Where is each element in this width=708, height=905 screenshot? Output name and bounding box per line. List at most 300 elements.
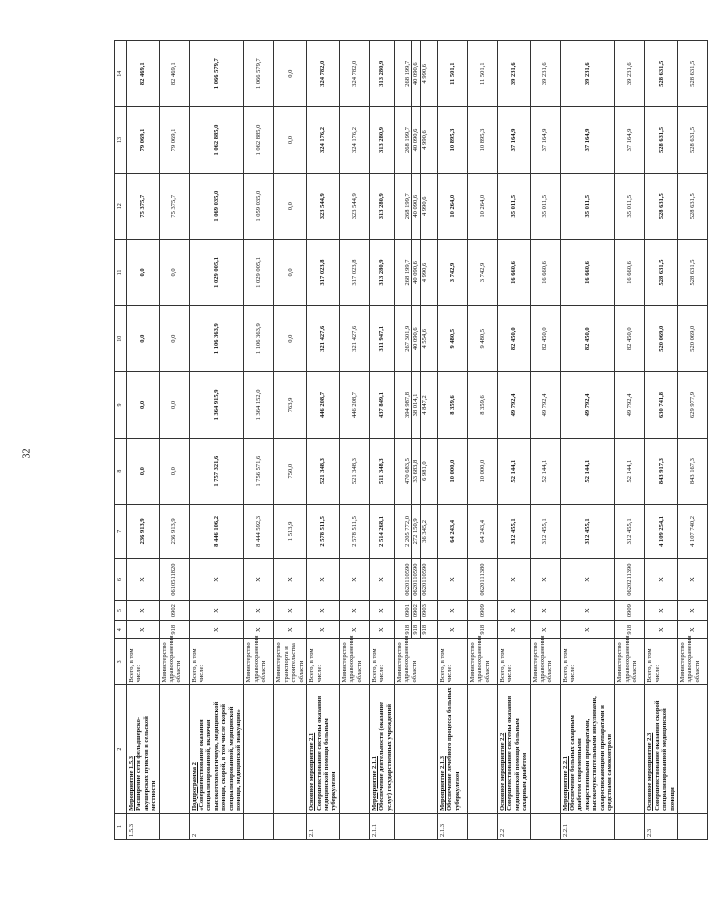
column-number: 4 [115,621,127,639]
table-cell: 1 066 579,7 [189,41,244,107]
table-cell: 324 782,0 [307,41,340,107]
table-cell: 528 631,5 [645,239,678,305]
table-cell [394,504,437,558]
table-cell: 1 066 579,7 [244,41,274,107]
table-cell: 39 231,6 [497,41,530,107]
table-cell: 312 455,1 [615,504,645,558]
table-cell [394,239,437,305]
table-cell: 313 280,9 [369,239,394,305]
table-cell: 52 144,1 [497,438,530,504]
table-cell: Всего, в том числе: [560,639,615,685]
sub-value: 6 981,0 [420,461,428,481]
table-cell: 0,0 [127,306,160,372]
table-cell [394,813,437,839]
table-cell [394,438,437,504]
table-cell: 918 [467,621,497,639]
table-cell: 311 947,1 [369,306,394,372]
table-cell: 446 208,7 [339,372,369,438]
table-cell: 312 455,1 [530,504,560,558]
table-row [307,41,340,840]
table-row [467,41,497,840]
table-cell: X [560,601,615,621]
table-cell: 528 631,5 [645,173,678,239]
sub-value: 40 090,6 [412,306,420,371]
table-cell [159,685,189,813]
table-cell: 1 106 363,9 [189,306,244,372]
table-cell: X [678,558,708,600]
table-cell [339,685,369,813]
table-cell: 317 023,8 [307,239,340,305]
table-cell: 3 742,9 [467,239,497,305]
table-cell: 52 144,1 [615,438,645,504]
table-cell: 1 062 885,0 [189,107,244,173]
table-cell: Всего, в том числе: [127,639,160,685]
table-cell: 0,0 [274,306,307,372]
table-cell: X [560,621,615,639]
table-cell: 0902 [159,601,189,621]
table-cell: X [497,558,530,600]
table-cell: 321 427,6 [307,306,340,372]
sub-value: 470 683,5 [404,439,412,504]
measure-description: Совершенствование системы оказания медицинской помощи больным туберкулезом [315,695,338,811]
table-cell: X [530,601,560,621]
table-cell: 0,0 [274,173,307,239]
table-cell: 236 913,9 [127,504,160,558]
table-cell: Всего, в том числе: [307,639,340,685]
table-cell: X [369,558,394,600]
table-cell: Всего, в том числе: [369,639,394,685]
table-cell: 528 631,5 [678,239,708,305]
table-cell: X [244,601,274,621]
table-cell: 520 069,0 [678,306,708,372]
table-cell: 313 280,9 [369,173,394,239]
sub-value: 4 990,6 [420,63,428,84]
table-cell: 10 264,0 [437,173,467,239]
column-number: 11 [115,239,127,305]
sub-value: 267 301,9 [404,306,412,371]
table-cell: 0,0 [159,306,189,372]
table-cell: 1 069 035,0 [189,173,244,239]
table-cell: 75 375,7 [127,173,160,239]
table-cell: X [274,601,307,621]
column-number-row [115,41,127,840]
table-cell [560,685,615,813]
table-cell: Министерство здравоохранения области [394,639,437,685]
table-body [115,41,708,840]
table-cell: 1 513,9 [274,504,307,558]
table-cell [127,685,160,813]
table-cell: 2.1.3 [437,813,467,839]
table-cell: 0909 [467,601,497,621]
table-cell: Министерство здравоохранения области [678,639,708,685]
column-number: 2 [115,685,127,813]
table-cell: 317 023,8 [339,239,369,305]
table-cell [394,41,437,107]
table-cell: 528 631,5 [678,173,708,239]
table-row [437,41,467,840]
table-cell: 1 364 152,0 [244,372,274,438]
table-row [530,41,560,840]
table-cell: X [437,621,467,639]
measure-description: Обеспечение лечебного процесса больных туберкулезом [446,687,461,811]
table-cell [369,685,394,813]
table-cell: X [530,621,560,639]
table-cell [467,685,497,813]
table-cell: 0,0 [274,41,307,107]
table-cell: X [189,558,244,600]
table-cell: 8 359,6 [437,372,467,438]
table-cell [189,685,244,813]
table-cell: 37 164,9 [530,107,560,173]
column-number: 10 [115,306,127,372]
table-cell: 0,0 [274,239,307,305]
table-cell: 16 660,6 [615,239,645,305]
measure-title: Основное мероприятие 2.2 [498,732,506,811]
table-cell: 10 895,3 [437,107,467,173]
table-cell: X [189,621,244,639]
table-cell: 0620111380 [467,558,497,600]
measure-description: Совершенствование системы оказания медицинской помощи больным сахарным диабетом [506,695,529,811]
measure-title: Мероприятие 2.2.1 [561,756,569,811]
table-cell [394,372,437,438]
table-cell: 0,0 [127,239,160,305]
table-cell: 11 501,1 [437,41,467,107]
table-cell: 324 782,0 [339,41,369,107]
table-cell: 10 000,0 [437,438,467,504]
table-cell: X [369,601,394,621]
table-cell: Министерство здравоохранения области [467,639,497,685]
table-cell [678,685,708,813]
table-cell [394,173,437,239]
table-cell: 323 544,9 [307,173,340,239]
table-cell: X [127,558,160,600]
table-cell: Всего, в том числе: [437,639,467,685]
table-cell: 82 450,0 [530,306,560,372]
table-cell: X [645,601,678,621]
table-cell: X [530,558,560,600]
table-cell: 0,0 [127,438,160,504]
table-cell: 4 109 254,1 [645,504,678,558]
measure-title: Мероприятие 2.1.1 [370,756,378,811]
table-cell: X [339,621,369,639]
sub-value: 4 990,6 [420,196,428,216]
table-cell: 324 176,2 [339,107,369,173]
table-cell: X [369,621,394,639]
table-cell: 39 231,6 [560,41,615,107]
table-cell: Министерство транспорта и строительства области [274,639,307,685]
table-cell: 82 450,0 [615,306,645,372]
table-cell: 79 069,1 [159,107,189,173]
table-cell: 16 660,6 [530,239,560,305]
table-cell: 2 [189,813,244,839]
table-cell: 321 427,6 [339,306,369,372]
table-cell: 1 059 035,0 [244,173,274,239]
table-cell: 4 107 740,2 [678,504,708,558]
sub-value: 4 990,6 [420,130,428,150]
table-cell [467,813,497,839]
table-cell: 16 660,6 [497,239,530,305]
table-cell [394,107,437,173]
table-cell: X [437,558,467,600]
table-cell: 0620211390 [615,558,645,600]
table-cell: 82 450,0 [560,306,615,372]
measure-description: Обеспечение деятельности (оказание услуг) государственных учреждений [378,701,393,811]
table-cell [307,685,340,813]
table-cell: 1 757 321,6 [189,438,244,504]
table-cell: 64 243,4 [437,504,467,558]
table-cell [244,685,274,813]
table-cell: 843 167,3 [678,438,708,504]
table-row [127,41,160,840]
table-cell [615,813,645,839]
table-cell: X [678,621,708,639]
table-cell: 521 348,3 [307,438,340,504]
table-cell: 37 164,9 [497,107,530,173]
table-row [645,41,678,840]
column-number: 12 [115,173,127,239]
sub-value: 918 [412,621,420,638]
table-cell [497,685,530,813]
column-number: 13 [115,107,127,173]
table-cell: X [244,558,274,600]
table-cell: 1.5.3 [127,813,160,839]
table-cell: X [307,558,340,600]
table-cell [274,813,307,839]
measure-title: Основное мероприятие 2.1 [308,732,316,811]
table-cell: X [339,601,369,621]
table-row [678,41,708,840]
table-cell: 511 348,3 [369,438,394,504]
table-cell: 49 792,4 [615,372,645,438]
table-cell: 49 792,4 [497,372,530,438]
sub-value: 268 199,7 [404,41,412,106]
column-number: 1 [115,813,127,839]
table-cell: X [678,601,708,621]
table-cell [530,813,560,839]
table-row [394,41,437,840]
table-cell: 10 264,0 [467,173,497,239]
table-cell: 35 011,5 [530,173,560,239]
sub-value: 918 [420,624,428,635]
sub-value: 0620110590 [412,559,420,600]
table-cell: X [645,621,678,639]
table-cell: 49 792,4 [530,372,560,438]
table-cell [394,685,437,813]
table-cell: 750,0 [274,438,307,504]
table-cell: 2 514 268,1 [369,504,394,558]
table-row [339,41,369,840]
table-row [615,41,645,840]
table-cell: Министерство здравоохранения области [615,639,645,685]
sub-value: 394 987,8 [404,372,412,437]
sub-value: 268 199,7 [404,240,412,305]
table-cell: 313 280,9 [369,41,394,107]
table-cell: 446 208,7 [307,372,340,438]
page-number: 32 [21,448,33,459]
table-cell: X [127,601,160,621]
table-cell: 11 501,1 [467,41,497,107]
table-cell: 630 741,8 [645,372,678,438]
table-cell: Министерство здравоохранения области [530,639,560,685]
table-cell: Всего, в том числе: [645,639,678,685]
sub-value: 918 [404,621,412,638]
table-row [274,41,307,840]
sub-value: 40 090,6 [412,107,420,172]
table-cell [530,685,560,813]
sub-value: 272 150,9 [412,505,420,558]
table-cell: 8 446 106,2 [189,504,244,558]
table-cell: 2.3 [645,813,678,839]
sub-value: 4 554,6 [420,328,428,349]
table-cell: Всего, в том числе: [189,639,244,685]
table-cell [244,813,274,839]
table-cell: 528 631,5 [678,107,708,173]
table-cell: 0,0 [159,239,189,305]
table-cell: X [307,601,340,621]
table-cell: X [560,558,615,600]
table-cell: Министерство здравоохранения области [159,639,189,685]
sub-value: 33 683,8 [412,439,420,504]
table-cell [645,685,678,813]
table-cell: 763,9 [274,372,307,438]
table-cell: 1 106 363,9 [244,306,274,372]
table-cell: 1 364 915,9 [189,372,244,438]
table-cell: 0,0 [127,372,160,438]
table-cell: 0,0 [274,107,307,173]
table-cell: 82 469,1 [159,41,189,107]
table-cell: X [437,601,467,621]
table-cell: X [189,601,244,621]
table-cell: 64 243,4 [467,504,497,558]
table-cell: 1 029 005,1 [244,239,274,305]
sub-value: 268 199,7 [404,107,412,172]
table-cell: 521 348,3 [339,438,369,504]
sub-value: 0620110590 [404,559,412,600]
table-cell: 1 062 885,0 [244,107,274,173]
table-cell: 0909 [615,601,645,621]
column-number: 8 [115,438,127,504]
table-cell [339,813,369,839]
table-cell: 16 660,6 [560,239,615,305]
measure-title: Подпрограмма 2 [190,762,198,811]
table-cell: 52 144,1 [560,438,615,504]
sub-value: 4 847,2 [420,395,428,415]
sub-value: 4 990,6 [420,262,428,283]
table-cell: X [244,621,274,639]
table-cell: 236 913,9 [159,504,189,558]
table-cell: 918 [159,621,189,639]
table-cell [615,685,645,813]
table-cell: X [274,558,307,600]
sub-value: 40 090,6 [412,174,420,239]
table-cell: X [497,601,530,621]
table-cell: 10 895,3 [467,107,497,173]
rotated-table-frame [114,40,701,840]
measure-description: Расширение сети фельдшерско-акушерских пунктов в сельской местности [135,716,158,811]
table-cell [394,621,437,639]
column-number: 14 [115,41,127,107]
column-number: 6 [115,558,127,600]
measure-title: Мероприятие 1.5.3 [128,756,135,811]
table-cell [394,558,437,600]
table-cell [274,685,307,813]
table-row [189,41,244,840]
table-cell [394,601,437,621]
sub-value: 0903 [420,604,428,618]
sub-value: 0902 [412,601,420,620]
table-cell: 528 631,5 [645,41,678,107]
table-cell: 82 450,0 [497,306,530,372]
table-cell: 918 [615,621,645,639]
table-cell [437,685,467,813]
sub-value: 268 199,7 [404,174,412,239]
table-cell [678,813,708,839]
measure-title: Основное мероприятие 2.3 [646,732,654,811]
table-row [244,41,274,840]
sub-value: 0901 [404,601,412,620]
table-cell: 437 849,1 [369,372,394,438]
table-cell: 323 544,9 [339,173,369,239]
sub-value: 2 205 772,0 [404,505,412,558]
table-cell: 39 231,6 [530,41,560,107]
measure-title: Мероприятие 2.1.3 [438,756,446,811]
table-cell: X [274,621,307,639]
table-row [497,41,530,840]
sub-value: 36 345,2 [420,520,428,543]
column-number: 3 [115,639,127,685]
table-cell: 2 578 511,5 [339,504,369,558]
table-cell: 0610511820 [159,558,189,600]
table-cell: X [497,621,530,639]
table-cell: 843 917,3 [645,438,678,504]
table-cell: 1 756 571,6 [244,438,274,504]
table-cell: X [307,621,340,639]
table-cell: 3 742,9 [437,239,467,305]
table-cell: 9 480,5 [437,306,467,372]
table-cell: 0,0 [159,438,189,504]
table-cell: X [339,558,369,600]
table-cell: 520 069,0 [645,306,678,372]
table-cell: 75 375,7 [159,173,189,239]
table-cell: 629 977,9 [678,372,708,438]
table-cell: 2.1 [307,813,340,839]
table-cell: 37 164,9 [560,107,615,173]
table-cell: Министерство здравоохранения области [244,639,274,685]
budget-table [114,40,708,840]
table-cell: 10 000,0 [467,438,497,504]
column-number: 9 [115,372,127,438]
measure-description: «Совершенствование оказания специализированной, включая высокотехнологичную, медицинской помощи, скорой, в том числе скорой специализированной, медицинской помощи, медицинской эвакуации» [198,701,243,811]
table-cell: 49 792,4 [560,372,615,438]
table-cell: 35 011,5 [497,173,530,239]
table-cell: 312 455,1 [497,504,530,558]
sub-value: 40 090,6 [412,41,420,106]
sub-value: 0620110590 [420,563,428,596]
table-cell: 52 144,1 [530,438,560,504]
table-cell: 39 231,6 [615,41,645,107]
table-cell: 82 469,1 [127,41,160,107]
table-cell: 1 029 005,1 [189,239,244,305]
table-cell [394,306,437,372]
table-cell: 2 578 511,5 [307,504,340,558]
table-cell: 2.2 [497,813,530,839]
table-cell: 528 631,5 [678,41,708,107]
table-row [369,41,394,840]
table-row [560,41,615,840]
table-cell [159,813,189,839]
table-cell: 528 631,5 [645,107,678,173]
column-number: 7 [115,504,127,558]
